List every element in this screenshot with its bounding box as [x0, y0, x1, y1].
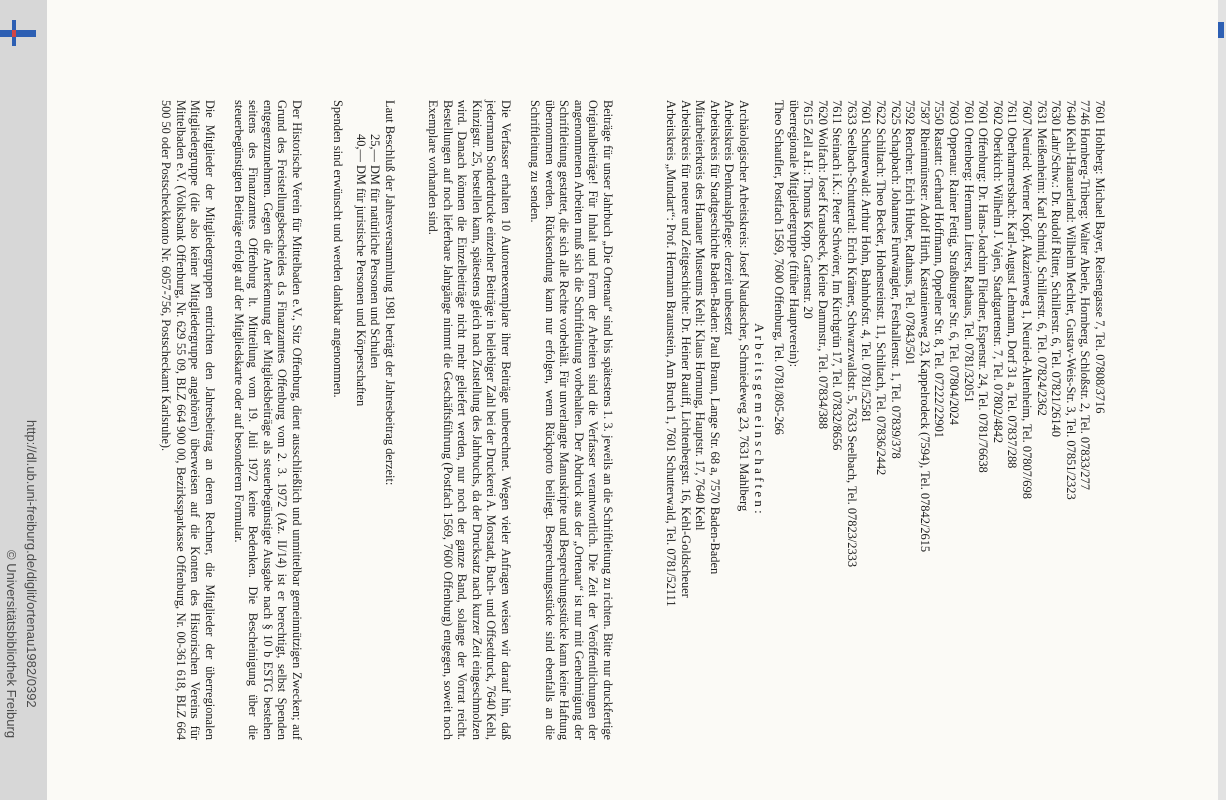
working-groups-list — [663, 100, 751, 740]
address-line: 7601 Offenburg: Dr. Hans-Joachim Fliedner, Espenstr. 24, Tel. 0781/76638 — [976, 100, 991, 473]
address-line: 7592 Renchen: Erich Huber, Rathaus, Tel. 07843/501 — [903, 100, 918, 366]
fee-intro: Laut Beschluß der Jahresversammlung 1981 beträgt der Jahresbeitrag derzeit: — [383, 100, 397, 486]
address-line: 7601 Ortenberg: Hermann Litterst, Rathaus, Tel. 0781/32051 — [961, 100, 976, 403]
address-list — [771, 100, 1107, 740]
address-line: 7587 Rheinmünster: Adolf Hirth, Kastanienweg 23, Kappelrodeck (7594), Tel. 07842/2615 — [917, 100, 932, 553]
working-group-line: Arbeitskreis Denkmalspflege: derzeit unbesetzt — [722, 100, 737, 335]
working-group-line: Mitarbeiterkreis des Hanauer Museums Kehl: Klaus Hornung, Hauptstr. 17, 7640 Kehl — [693, 100, 708, 531]
address-line: 7640 Kehl-Hanauerland: Wilhelm Mechler, Gustav-Weis-Str. 3, Tel. 07851/2323 — [1063, 100, 1078, 500]
address-line: überregionale Mitgliedergruppe (früher Hauptverein): — [786, 100, 801, 368]
address-line: 7622 Schiltach: Theo Becker, Hohensteinstr. 11, Schiltach, Tel. 07836/2442 — [874, 100, 889, 476]
section-heading: Arbeitsgemeinschaften: — [752, 323, 767, 517]
address-line: 7550 Rastatt: Gerhard Hoffmann, Oppelner Str. 8, Tel. 07222/22901 — [932, 100, 947, 438]
donations-note: Spenden sind erwünscht und werden dankbar angenommen. — [331, 100, 346, 398]
address-line: 7607 Neuried: Werner Kopf, Akazienweg 1, Neuried-Altenheim, Tel. 07807/698 — [1020, 100, 1035, 499]
address-line: 7631 Meißenheim: Karl Schmid, Schillerstr. 6, Tel. 07824/2362 — [1034, 100, 1049, 416]
address-line: 7611 Oberharmersbach: Karl-August Lehmann, Dorf 31 a, Tel. 07837/288 — [1005, 100, 1020, 469]
address-line: 7633 Seelbach-Schuttertal: Erich Krämer, Schwarzwaldstr. 5, 7633 Seelbach, Tel. 07823/2333 — [844, 100, 859, 568]
address-line: 7602 Oberkirch: Wilhelm J. Vajen, Stadtgartenstr. 7, Tel. 07802/4842 — [990, 100, 1005, 444]
source-url-watermark: http://dl.ub.uni-freiburg.de/diglit/ortenau1982/0392 — [24, 420, 39, 708]
contributions-paragraph: Beiträge für unser Jahrbuch „Die Ortenau“ sind bis spätestens 1. 3. jeweils an die Schriftleitung zu richten. Bitte nur druckfertige Originalbeiträge! Für Inhalt und Form der Arbeiten sind die Verfasser verantwortlich. Die Zeit der Veröffentlichungen der angenommenen Arbeiten muß sich die Schriftleitung vorbehalten. Der Abdruck aus der „Ortenau“ ist nur mit Genehmigung der Schriftleitung gestattet, die sich alle Rechte vorbehält. Für unverlangte Manuskripte und Besprechungsstücke kann keine Haftung übernommen werden. Rücksendung kann nur erfolgen, wenn Rückporto beiliegt. Besprechungsstücke sind ebenfalls an die Schriftleitung zu senden. — [528, 100, 615, 740]
address-line: 7625 Schapbach: Johannes Furtwängler, Festhallenstr. 1, Tel. 07839/378 — [888, 100, 903, 459]
page-edge-marker — [1218, 22, 1224, 38]
members-paragraph: Die Mitglieder der Mitgliedergruppen entrichten den Jahresbeitrag an deren Rechner, die Mitglieder der überregionalen Mitgliedergruppe (die also keiner Mitgliedergruppe angehören) überweisen auf die Konten des Historischen Vereins für Mittelbaden e.V. (Volksbank Offenburg, Nr. 629 55 09, BLZ 664 900 00, Bezirkssparkasse Offenburg, Nr. 00-361 618, BLZ 664 500 50 oder Postscheckkonto Nr. 6057-756, Postscheckamt Karlsruhe). — [159, 100, 217, 740]
address-line: 7746 Hornberg-Triberg: Walter Aberle, Hornberg, Schloßstr. 2, Tel. 07833/277 — [1078, 100, 1093, 490]
address-line: 7611 Steinach i.K.: Peter Schwörer, Im Kirchgrün 17, Tel. 07832/8656 — [830, 100, 845, 451]
copyright-watermark: © Universitätsbibliothek Freiburg — [4, 550, 19, 739]
address-line: 7615 Zell a.H.: Thomas Kopp, Gartenstr. 20 — [801, 100, 816, 319]
working-group-line: Archäologischer Arbeitskreis: Josef Naudascher, Schmiedeweg 23, 7631 Mahlberg — [737, 100, 751, 512]
scanned-page — [4, 0, 1218, 800]
corner-marker-dot — [12, 30, 16, 37]
working-group-line: Arbeitskreis „Mundart“: Prof. Hermann Braunstein, Am Bruch 1, 7601 Schutterwald, Tel. 0781/52111 — [664, 100, 679, 607]
right-margin — [1218, 0, 1226, 800]
address-line: 7601 Schutterwald: Arthur Hohn, Bahnhofstr. 4, Tel. 0781/52581 — [859, 100, 874, 423]
working-group-line: Arbeitskreis für neuere und Zeitgeschichte: Dr. Heiner Rauiff, Lichtenbergstr. 16, Kehl-Goldscheuer — [678, 100, 693, 598]
address-line: 7620 Wolfach: Josef Krausbeck, Kleine Dammstr., Tel. 07834/388 — [815, 100, 830, 430]
address-line: Theo Schaufler, Postfach 1569, 7600 Offenburg, Tel. 0781/805-266 — [771, 100, 786, 435]
membership-fee-block — [331, 100, 397, 740]
address-line: 7601 Hohberg: Michael Bayer, Reisengasse 7, Tel. 07808/3716 — [1093, 100, 1107, 414]
page-corner-marker — [0, 30, 36, 37]
address-line: 7603 Oppenau: Rainer Fettig, Straßburger Str. 6, Tel. 07804/2024 — [947, 100, 962, 425]
working-group-line: Arbeitskreis für Stadtgeschichte Baden-Baden: Paul Braun, Lange Str. 68 a, 7570 Baden-Baden — [707, 100, 722, 575]
fee-line: 25,— DM für natürliche Personen und Schulen — [368, 134, 383, 369]
address-line: 7630 Lahr/Schw.: Dr. Rudolf Ritter, Schillerstr. 6, Tel. 07821/26140 — [1049, 100, 1064, 437]
authors-paragraph: Die Verfasser erhalten 10 Autorenexemplare ihrer Beiträge unberechnet. Wegen vieler Anfragen weisen wir darauf hin, daß jedermann Sonderdrucke einzelner Beiträge in beliebiger Zahl bei der Druckerei A. Morstadt, Buch- und Offsetdruck, 7640 Kehl, Kinzigstr. 25, bestellen kann, spätestens gleich nach Zustellung des Jahrbuchs, da der Drucksatz nach kurzer Zeit eingeschmolzen wird. Danach können die Einzelbeiträge nicht mehr geliefert werden, nur noch der ganze Band, solange der Vorrat reicht. Bestellungen auf noch lieferbare Jahrgänge nimmt die Geschäftsführung (Postfach 1569, 7600 Offenburg) entgegen, soweit noch Exemplare vorhanden sind. — [426, 100, 513, 740]
association-paragraph: Der Historische Verein für Mittelbaden e.V., Sitz Offenburg, dient ausschließlich und unmittelbar gemeinnützigen Zwecken; auf Grund des Freistellungsbescheides d.s Finanzamtes Offenburg vom 2. 3. 1972 (Az. II/14) ist er berechtigt, selbst Spenden entgegenzunehmen. Gegen die Anerkennung der Mitgliedsbeiträge als steuerbegünstigte Ausgabe nach § 10 b ESTG bestehen seitens des Finanzamtes Offenburg lt. Mitteilung vom 19. Juli 1972 keine Bedenken. Die Bescheinigung über die steuerbegünstigten Beiträge erfolgt auf der Mitgliedskarte oder auf besonderem Formular. — [232, 100, 304, 740]
fee-line: 40,— DM für juristische Personen und Körperschaften — [353, 134, 368, 407]
